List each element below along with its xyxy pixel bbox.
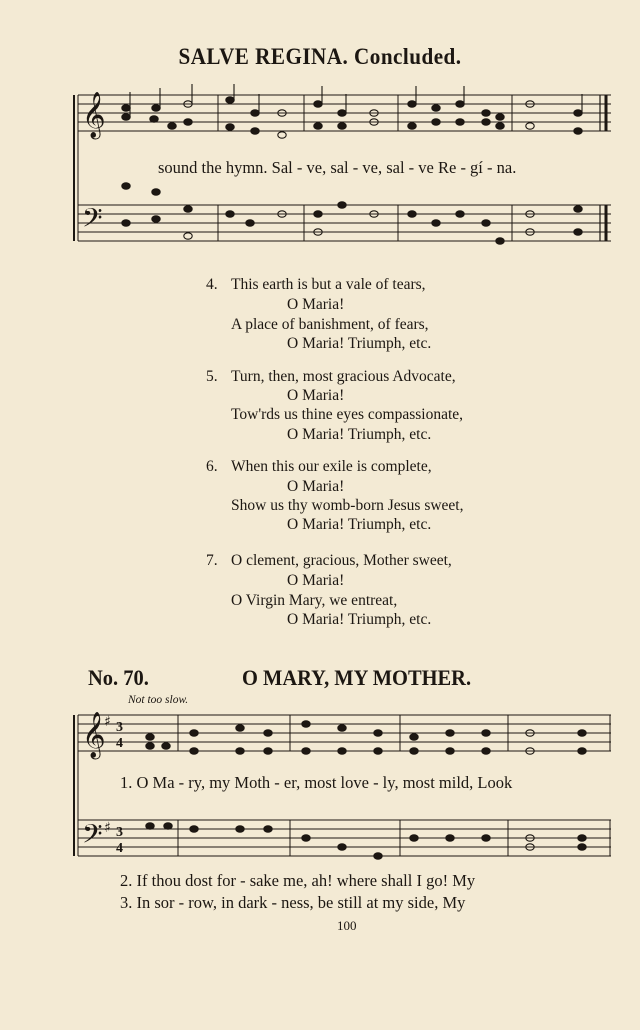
treble-clef-icon: 𝄞	[82, 712, 106, 758]
svg-text:3: 3	[116, 825, 123, 840]
svg-text:4: 4	[116, 736, 123, 751]
svg-text:4: 4	[116, 841, 123, 856]
verse-line: O Maria!	[287, 387, 345, 404]
verse-line: O Maria!	[287, 296, 345, 313]
verse-line: O Maria!	[287, 572, 345, 589]
tempo-marking: Not too slow.	[128, 694, 189, 706]
treble-clef-icon: 𝄞	[82, 92, 106, 138]
verse-line: When this our exile is complete,	[231, 458, 432, 475]
hymn-lyric-line: 1. O Ma - ry, my Moth - er, most love - ly, most mild, Look	[120, 773, 513, 792]
salve-lyric-line: sound the hymn. Sal - ve, sal - ve, sal - ve Re - gí - na.	[158, 158, 517, 177]
verse-number: 6.	[206, 458, 218, 475]
page-number: 100	[337, 918, 357, 933]
sharp-icon: ♯	[104, 820, 111, 836]
hymn-lyric-line: 2. If thou dost for - sake me, ah! where shall I go! My	[120, 871, 476, 890]
verse-line: Show us thy womb-born Jesus sweet,	[231, 497, 464, 514]
verse-line: O Maria! Triumph, etc.	[287, 335, 432, 352]
svg-text:3: 3	[116, 720, 123, 735]
verse-line: O clement, gracious, Mother sweet,	[231, 552, 452, 569]
verse-line: O Maria! Triumph, etc.	[287, 426, 432, 443]
hymn-number: No. 70.	[88, 665, 149, 690]
verse-line: Tow'rds us thine eyes compassionate,	[231, 406, 464, 423]
verse-number: 5.	[206, 368, 218, 385]
verse-line: Turn, then, most gracious Advocate,	[231, 368, 456, 385]
verse-line: O Maria! Triumph, etc.	[287, 611, 432, 628]
page-title: SALVE REGINA. Concluded.	[178, 44, 462, 69]
verse-line: O Maria! Triumph, etc.	[287, 516, 432, 533]
sharp-icon: ♯	[104, 714, 111, 730]
bass-clef-icon: 𝄢	[82, 202, 103, 240]
verse-number: 4.	[206, 276, 218, 293]
hymn-treble-staff	[78, 715, 611, 751]
hymn-lyric-line: 3. In sor - row, in dark - ness, be still at my side, My	[120, 893, 466, 912]
verse-line: This earth is but a vale of tears,	[231, 276, 426, 293]
bass-clef-icon: 𝄢	[82, 818, 103, 856]
verse-line: O Maria!	[287, 478, 345, 495]
verse-line: A place of banishment, of fears,	[231, 316, 429, 333]
hymn-title: O MARY, MY MOTHER.	[242, 665, 472, 690]
verse-line: O Virgin Mary, we entreat,	[231, 592, 398, 609]
verse-number: 7.	[206, 552, 218, 569]
